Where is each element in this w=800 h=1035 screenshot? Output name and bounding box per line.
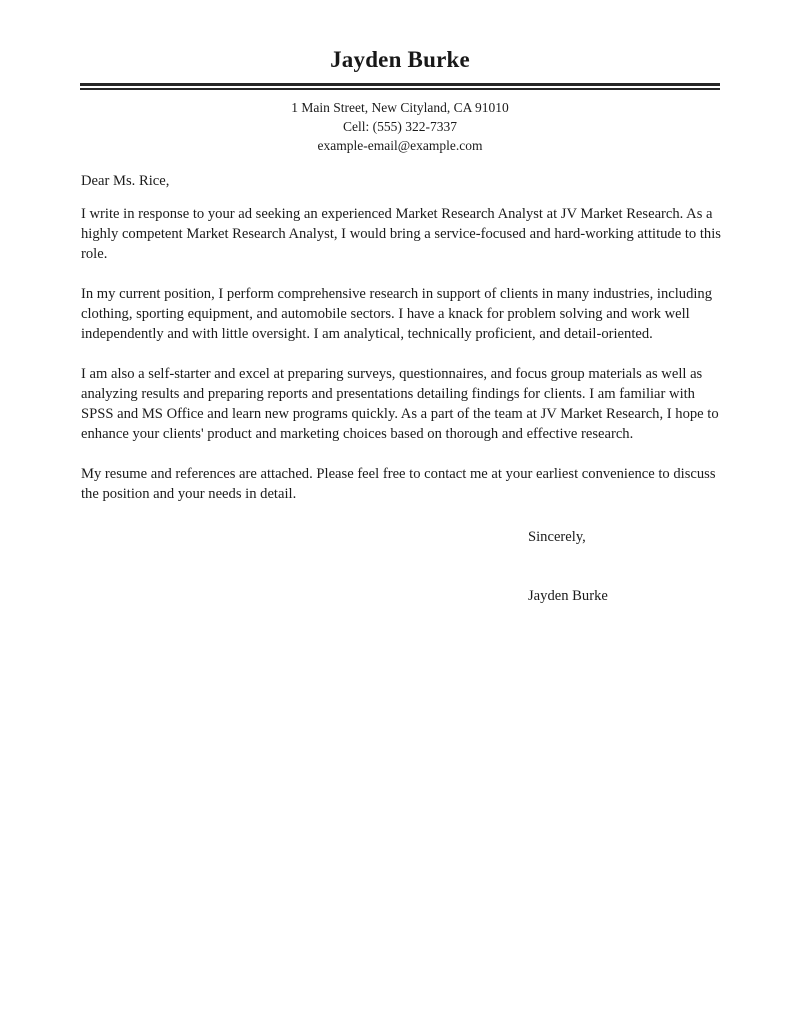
- signature-name: Jayden Burke: [528, 588, 608, 604]
- header-double-rule: [80, 83, 720, 90]
- body-paragraph-4: My resume and references are attached. Please feel free to contact me at your earliest convenience to discuss the position and your needs in detail.: [81, 466, 716, 502]
- body-paragraph-3: I am also a self-starter and excel at preparing surveys, questionnaires, and focus group materials as well as analyzing results and preparing reports and presentations detailing findings for clients. I am familiar with SPSS and MS Office and learn new programs quickly. As a part of the team at JV Market Research, I hope to enhance your clients' product and marketing choices based on thorough and effective research.: [81, 366, 719, 442]
- contact-address: 1 Main Street, New Cityland, CA 91010: [291, 100, 509, 115]
- contact-phone: Cell: (555) 322-7337: [343, 119, 457, 134]
- letter-body: [81, 171, 721, 606]
- body-paragraph-2: In my current position, I perform comprehensive research in support of clients in many industries, including clothing, sporting equipment, and automobile sectors. I have a knack for problem solving and work well independently and with little oversight. I am analytical, technically proficient, and detail-oriented.: [81, 286, 713, 342]
- body-paragraph-1: I write in response to your ad seeking an experienced Market Research Analyst at JV Market Research. As a highly competent Market Research Analyst, I would bring a service-focused and hard-working attitude to this role.: [81, 206, 721, 262]
- closing-block: [528, 527, 721, 606]
- letter-title: Jayden Burke: [330, 47, 470, 72]
- contact-block: [0, 98, 800, 155]
- closing-salutation: Sincerely,: [528, 529, 586, 545]
- salutation: Dear Ms. Rice,: [81, 173, 170, 189]
- contact-email: example-email@example.com: [317, 138, 483, 153]
